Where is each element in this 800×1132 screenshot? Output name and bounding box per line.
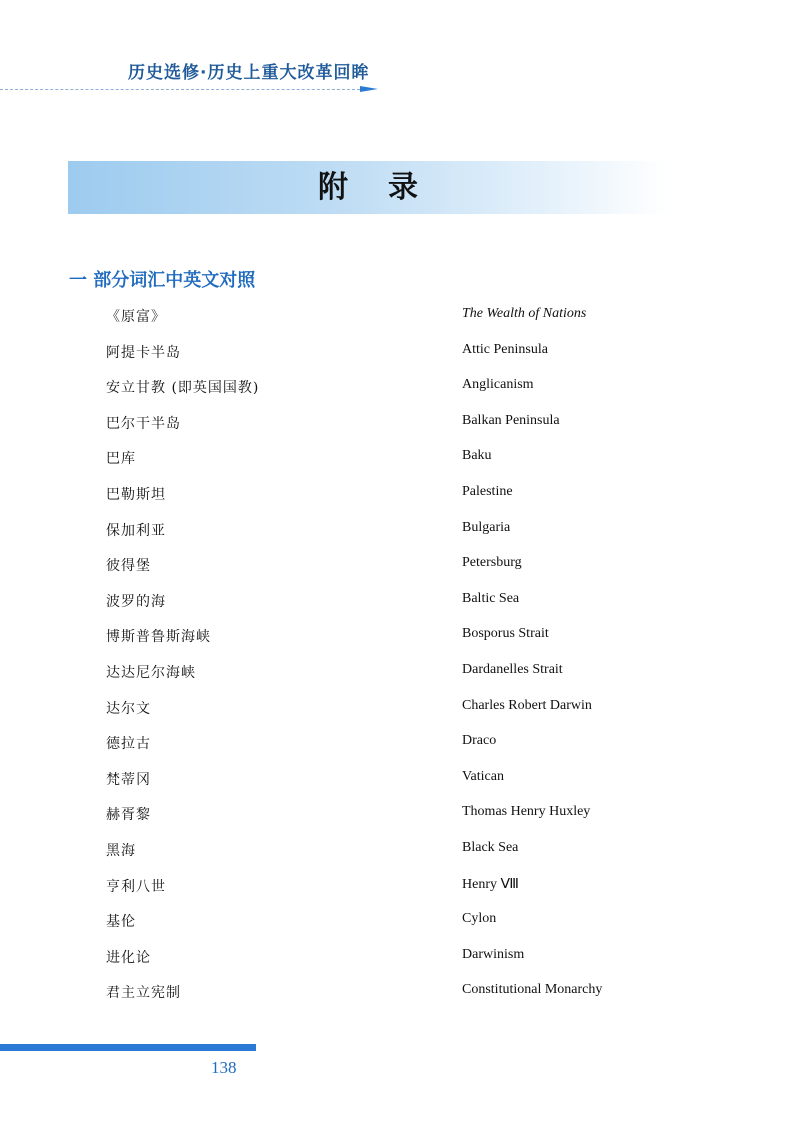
page-number: 138 xyxy=(211,1058,237,1077)
glossary-term-chinese: 达达尼尔海峡 xyxy=(106,664,196,681)
glossary-term-chinese: 彼得堡 xyxy=(106,558,151,575)
glossary-term-english: Anglicanism xyxy=(462,377,534,393)
glossary-term-english: Bosporus Strait xyxy=(462,626,549,642)
glossary-term-chinese: 安立甘教 (即英国国教) xyxy=(106,380,260,397)
glossary-term-chinese: 巴勒斯坦 xyxy=(106,486,166,503)
glossary-term-english: Dardanelles Strait xyxy=(462,661,563,677)
glossary-term-chinese: 波罗的海 xyxy=(106,593,166,610)
glossary-term-english: Thomas Henry Huxley xyxy=(462,804,591,820)
glossary-term-chinese: 保加利亚 xyxy=(106,522,166,539)
glossary-term-chinese: 黑海 xyxy=(106,842,136,859)
glossary-term-english: Vatican xyxy=(462,768,504,784)
glossary-row xyxy=(0,654,800,690)
glossary-list xyxy=(0,298,800,1010)
glossary-term-chinese: 《原富》 xyxy=(106,309,166,325)
glossary-term-chinese: 亨利八世 xyxy=(106,878,166,895)
glossary-row xyxy=(0,476,800,512)
running-header-title: 历史选修·历史上重大改革回眸 xyxy=(128,63,370,83)
glossary-row xyxy=(0,618,800,654)
glossary-term-english: Constitutional Monarchy xyxy=(462,982,603,998)
glossary-term-chinese: 博斯普鲁斯海峡 xyxy=(106,629,211,646)
glossary-row xyxy=(0,725,800,761)
glossary-row xyxy=(0,440,800,476)
glossary-row xyxy=(0,334,800,370)
glossary-term-chinese: 进化论 xyxy=(106,949,151,966)
glossary-term-english: Attic Peninsula xyxy=(462,341,548,357)
glossary-row xyxy=(0,832,800,868)
glossary-term-english: Baltic Sea xyxy=(462,590,520,606)
glossary-row xyxy=(0,583,800,619)
page-title: 附录 xyxy=(318,170,458,205)
glossary-term-english: Black Sea xyxy=(462,839,519,855)
glossary-term-english: Charles Robert Darwin xyxy=(462,697,592,713)
footer-bar xyxy=(0,1044,256,1051)
glossary-row xyxy=(0,690,800,726)
glossary-term-english: Petersburg xyxy=(462,555,522,571)
glossary-term-english: Cylon xyxy=(462,911,497,927)
glossary-row xyxy=(0,761,800,797)
glossary-term-english: Balkan Peninsula xyxy=(462,412,560,428)
glossary-row xyxy=(0,868,800,904)
glossary-row xyxy=(0,405,800,441)
glossary-term-chinese: 巴库 xyxy=(106,451,136,468)
glossary-term-english: Darwinism xyxy=(462,946,525,962)
glossary-term-chinese: 基伦 xyxy=(106,914,136,931)
glossary-row xyxy=(0,903,800,939)
header-dashed-rule xyxy=(0,89,360,90)
appendix-banner xyxy=(68,161,668,214)
glossary-term-english: Baku xyxy=(462,448,492,464)
glossary-term-english: Bulgaria xyxy=(462,519,511,535)
glossary-term-english: The Wealth of Nations xyxy=(462,306,587,321)
glossary-row xyxy=(0,369,800,405)
glossary-term-chinese: 赫胥黎 xyxy=(106,807,151,824)
glossary-term-chinese: 德拉古 xyxy=(106,736,151,753)
glossary-row xyxy=(0,939,800,975)
glossary-term-english: Henry Ⅷ xyxy=(462,876,519,892)
section-heading: 一 部分词汇中英文对照 xyxy=(69,270,256,291)
glossary-term-chinese: 阿提卡半岛 xyxy=(106,344,181,361)
glossary-row xyxy=(0,974,800,1010)
glossary-row xyxy=(0,512,800,548)
glossary-term-english: Palestine xyxy=(462,483,513,499)
glossary-term-english: Draco xyxy=(462,733,497,749)
header-arrow-icon xyxy=(360,86,378,92)
glossary-term-chinese: 巴尔干半岛 xyxy=(106,415,181,432)
glossary-term-chinese: 梵蒂冈 xyxy=(106,771,151,788)
glossary-row xyxy=(0,796,800,832)
glossary-row xyxy=(0,547,800,583)
glossary-term-chinese: 君主立宪制 xyxy=(106,985,181,1002)
glossary-row xyxy=(0,298,800,334)
glossary-term-chinese: 达尔文 xyxy=(106,700,151,717)
